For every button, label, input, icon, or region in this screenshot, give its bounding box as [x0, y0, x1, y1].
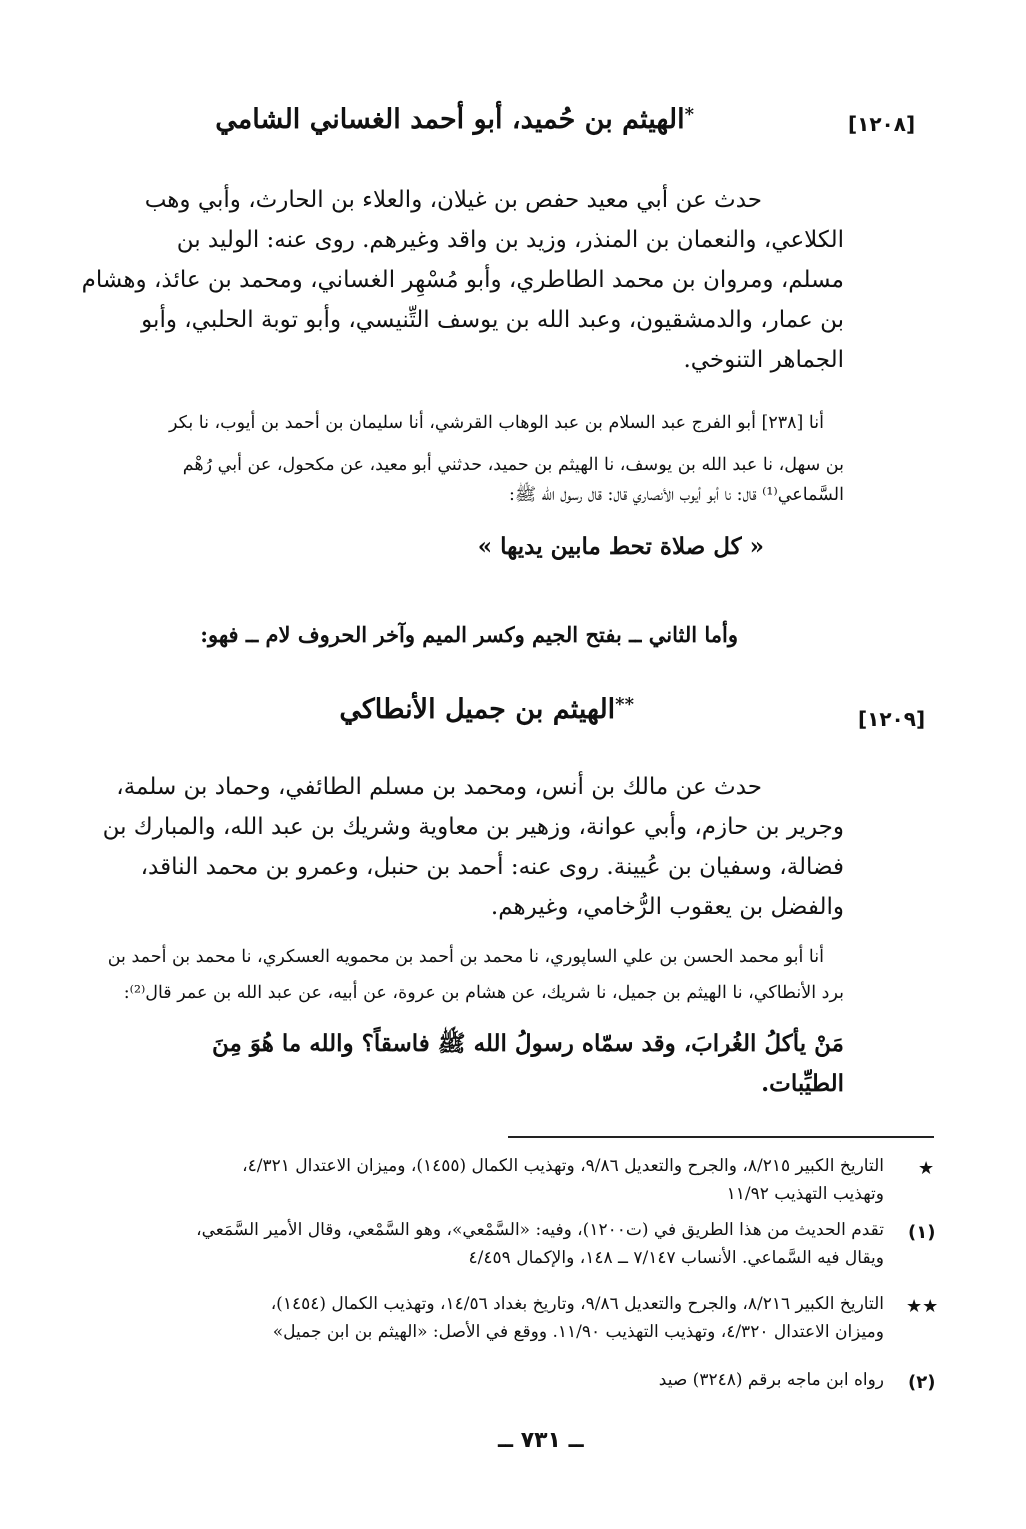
body-line: مسلم، ومروان بن محمد الطاطري، وأبو مُسْهِر الغساني، ومحمد بن عائذ، وهشام — [81, 267, 844, 293]
entry-title: **الهيثم بن جميل الأنطاكي — [339, 694, 634, 725]
body-line: حدث عن أبي معيد حفص بن غيلان، والعلاء بن الحارث، وأبي وهب — [144, 187, 762, 213]
isnad-line: برد الأنطاكي، نا الهيثم بن جميل، نا شريك، عن هشام بن عروة، عن أبيه، عن عبد الله بن عمر قال⁽²⁾: — [123, 983, 844, 1003]
hadith-line: مَنْ يأكلُ الغُرابَ، وقد سمّاه رسولُ الله ﷺ فاسقاً؟ والله ما هُوَ مِنَ — [212, 1030, 844, 1057]
footnote-mark: (٢) — [908, 1372, 936, 1393]
entry-biography — [82, 180, 844, 380]
footnote — [242, 1152, 884, 1208]
footnote-mark: ★★ — [906, 1296, 939, 1317]
page-number: ــ ٧٣١ ــ — [498, 1428, 584, 1453]
entry-biography — [103, 767, 844, 927]
title-footnote-mark: * — [684, 104, 694, 125]
footnote-mark: (١) — [908, 1222, 936, 1243]
body-line: الكلاعي، والنعمان بن المنذر، وزيد بن واقد وغيرهم. روى عنه: الوليد بن — [176, 227, 844, 253]
entry-title: *الهيثم بن حُميد، أبو أحمد الغساني الشامي — [215, 104, 694, 135]
isnad-line: السَّماعي⁽¹⁾ قال: نا أبو أيوب الأنصاري قال: قال رسول الله ﷺ: — [509, 485, 844, 505]
body-line: الجماهر التنوخي. — [683, 347, 844, 373]
hadith-text — [212, 1024, 844, 1104]
footnote-line: التاريخ الكبير ٨/٢١٥، والجرح والتعديل ٩/٨٦، وتهذيب الكمال (١٤٥٥)، وميزان الاعتدال ٤/٣٢١، — [242, 1156, 884, 1176]
footnote-separator — [508, 1136, 934, 1138]
isnad-line: بن سهل، نا عبد الله بن يوسف، نا الهيثم بن حميد، حدثني أبو معيد، عن مكحول، عن أبي رُهْم — [182, 455, 844, 475]
body-line: حدث عن مالك بن أنس، ومحمد بن مسلم الطائفي، وحماد بن سلمة، — [116, 774, 762, 800]
body-line: بن عمار، والدمشقيون، وعبد الله بن يوسف التِّنيسي، وأبو توبة الحلبي، وأبو — [141, 307, 844, 333]
isnad-line: أنا أبو محمد الحسن بن علي الساپوري، نا محمد بن أحمد بن محمويه العسكري، نا محمد بن أحمد بن — [107, 947, 824, 967]
body-line: فضالة، وسفيان بن عُيينة. روى عنه: أحمد بن حنبل، وعمرو بن محمد الناقد، — [140, 854, 844, 880]
footnote-line: ويقال فيه السَّماعي. الأنساب ٧/١٤٧ ــ ١٤٨، والإكمال ٤/٤٥٩ — [468, 1248, 884, 1268]
entry-number: [١٢٠٩] — [858, 707, 926, 731]
entry-number: [١٢٠٨] — [848, 112, 916, 136]
body-line: والفضل بن يعقوب الرُّخامي، وغيرهم. — [490, 894, 844, 920]
footnote-mark: ★ — [918, 1158, 935, 1179]
footnote-line: تقدم الحديث من هذا الطريق في (ت١٢٠٠)، وفيه: «السَّمْعي»، وهو السَّمْعي، وقال الأمير السَّمَعي، — [196, 1220, 884, 1240]
isnad-block — [169, 408, 844, 510]
title-footnote-mark: ** — [615, 694, 634, 715]
hadith-line: الطيِّبات. — [761, 1070, 844, 1097]
footnote — [196, 1216, 884, 1272]
footnote-line: التاريخ الكبير ٨/٢١٦، والجرح والتعديل ٩/٨٦، وتاريخ بغداد ١٤/٥٦، وتهذيب الكمال (١٤٥٤)، — [270, 1294, 884, 1314]
isnad-block — [108, 942, 844, 1008]
footnote — [659, 1366, 884, 1394]
footnote-line: وتهذيب التهذيب ١١/٩٢ — [726, 1184, 884, 1204]
hadith-text: « كل صلاة تحط مابين يديها » — [477, 533, 764, 560]
footnote-line: رواه ابن ماجه برقم (٣٢٤٨) صيد — [658, 1370, 884, 1390]
isnad-line: أنا [٢٣٨] أبو الفرج عبد السلام بن عبد الوهاب القرشي، أنا سليمان بن أحمد بن أيوب، نا بكر — [169, 413, 824, 433]
footnote-line: وميزان الاعتدال ٤/٣٢٠، وتهذيب التهذيب ١١/٩٠. ووقع في الأصل: «الهيثم بن ابن جميل» — [272, 1322, 884, 1342]
body-line: وجرير بن حازم، وأبي عوانة، وزهير بن معاوية وشريك بن عبد الله، والمبارك بن — [102, 814, 844, 840]
footnote — [271, 1290, 884, 1346]
section-heading: وأما الثاني ــ بفتح الجيم وكسر الميم وآخر الحروف لام ــ فهو: — [200, 622, 738, 647]
